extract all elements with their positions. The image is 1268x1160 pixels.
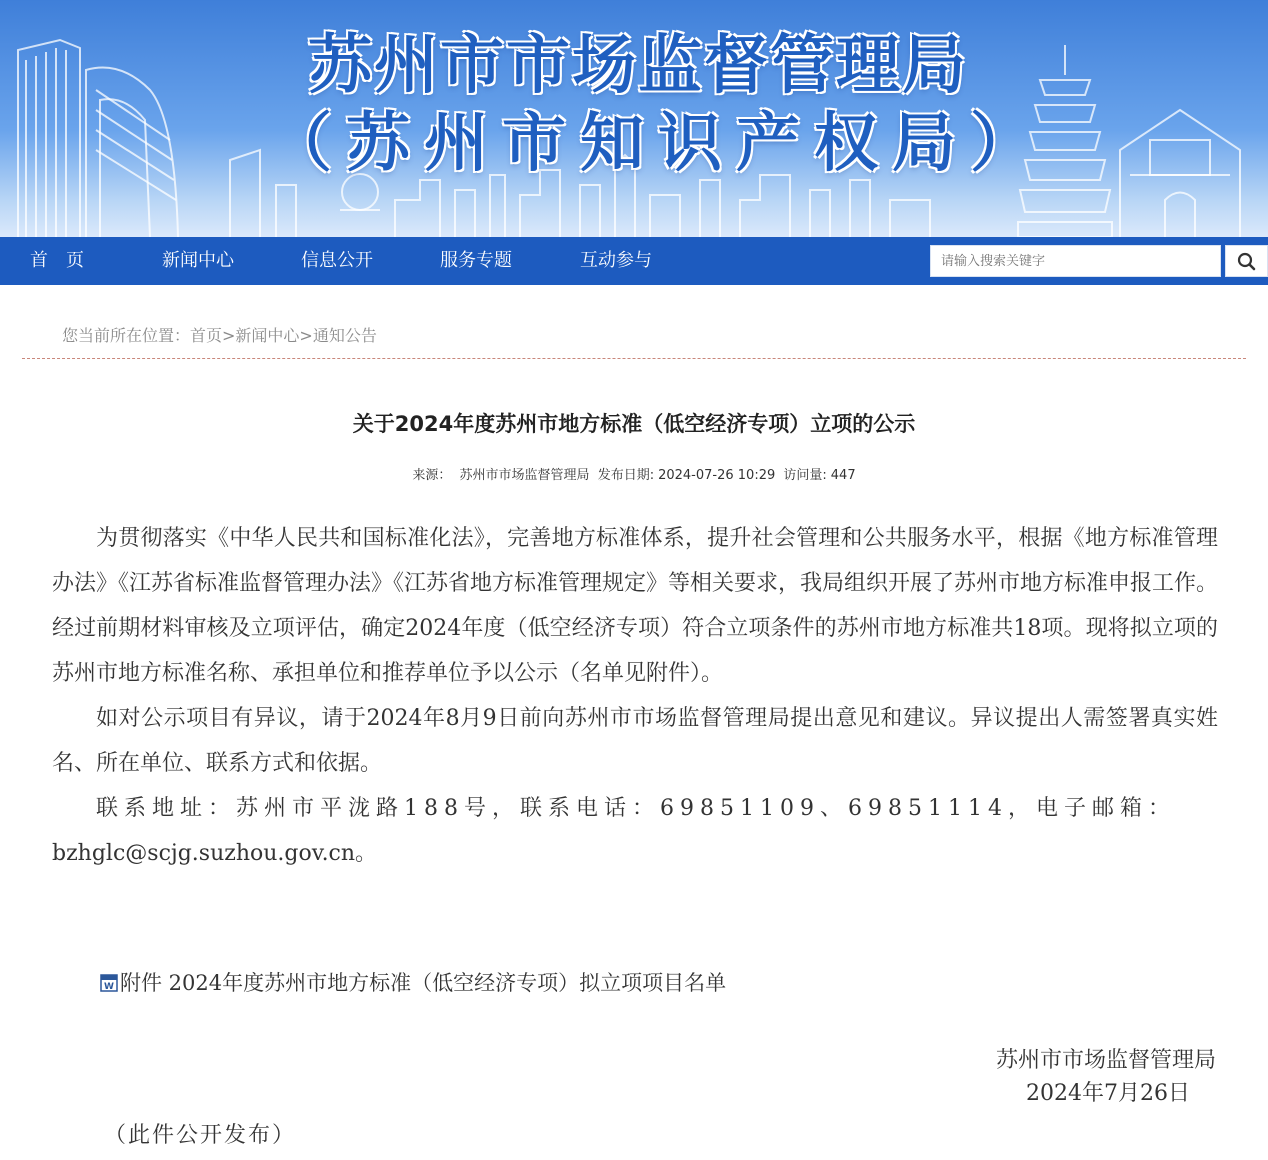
banner-title-line2: （苏州市知识产权局） <box>268 107 1048 181</box>
attachment-label[interactable]: 附件 2024年度苏州市地方标准（低空经济专项）拟立项项目名单 <box>120 971 727 995</box>
nav-item-info-disclosure[interactable]: 信息公开 <box>301 250 373 271</box>
site-banner <box>0 0 1268 237</box>
contact-email: bzhglc@scjg.suzhou.gov.cn。 <box>52 841 378 866</box>
nav-item-news-center[interactable]: 新闻中心 <box>162 250 234 271</box>
search-input[interactable] <box>930 245 1221 277</box>
article-paragraph-2: 如对公示项目有异议，请于2024年8月9日前向苏州市市场监督管理局提出意见和建议。异议提出人需签署真实姓名、所在单位、联系方式和依据。 <box>52 706 1218 776</box>
breadcrumb-path[interactable]: 首页>新闻中心>通知公告 <box>190 326 377 345</box>
signature-date: 2024年7月26日 <box>1026 1081 1190 1106</box>
main-nav <box>0 237 1268 285</box>
meta-views: 447 <box>830 468 856 483</box>
nav-item-service-topics[interactable]: 服务专题 <box>440 250 512 271</box>
banner-title-line1: 苏州市市场监督管理局 <box>308 29 968 103</box>
svg-text:W: W <box>104 982 114 992</box>
article-title: 关于2024年度苏州市地方标准（低空经济专项）立项的公示 <box>352 412 916 436</box>
meta-source: 苏州市市场监督管理局 <box>459 468 590 483</box>
breadcrumb <box>62 323 377 346</box>
nav-item-interaction[interactable]: 互动参与 <box>580 250 652 271</box>
publish-note: （此件公开发布） <box>104 1123 297 1148</box>
word-doc-icon <box>100 974 118 992</box>
meta-views-label: 访问量: <box>783 468 827 483</box>
attachment-link[interactable] <box>100 967 726 997</box>
article-paragraph-1: 为贯彻落实《中华人民共和国标准化法》，完善地方标准体系，提升社会管理和公共服务水平，根据《地方标准管理办法》《江苏省标准监督管理办法》《江苏省地方标准管理规定》等相关要求，我局组织开展了苏州市地方标准申报工作。经过前期材料审核及立项评估，确定2024年度（低空经济专项）符合立项条件的苏州市地方标准共18项。现将拟立项的苏州市地方标准名称、承担单位和推荐单位予以公示（名单见附件）。 <box>52 526 1219 686</box>
meta-date: 2024-07-26 10:29 <box>658 468 776 483</box>
contact-info: 联系地址：苏州市平泷路188号，联系电话：69851109、69851114，电子邮箱： <box>96 796 1176 821</box>
section-divider <box>22 358 1246 359</box>
search-icon <box>1226 246 1268 278</box>
article-body <box>52 516 1218 876</box>
meta-source-label: 来源： <box>412 468 452 483</box>
article-meta <box>0 464 1268 483</box>
breadcrumb-prefix: 您当前所在位置： <box>62 326 191 345</box>
meta-date-label: 发布日期: <box>597 468 655 483</box>
signature-org: 苏州市市场监督管理局 <box>995 1048 1216 1073</box>
search-button[interactable] <box>1225 245 1268 277</box>
nav-item-home[interactable]: 首 页 <box>30 250 84 271</box>
